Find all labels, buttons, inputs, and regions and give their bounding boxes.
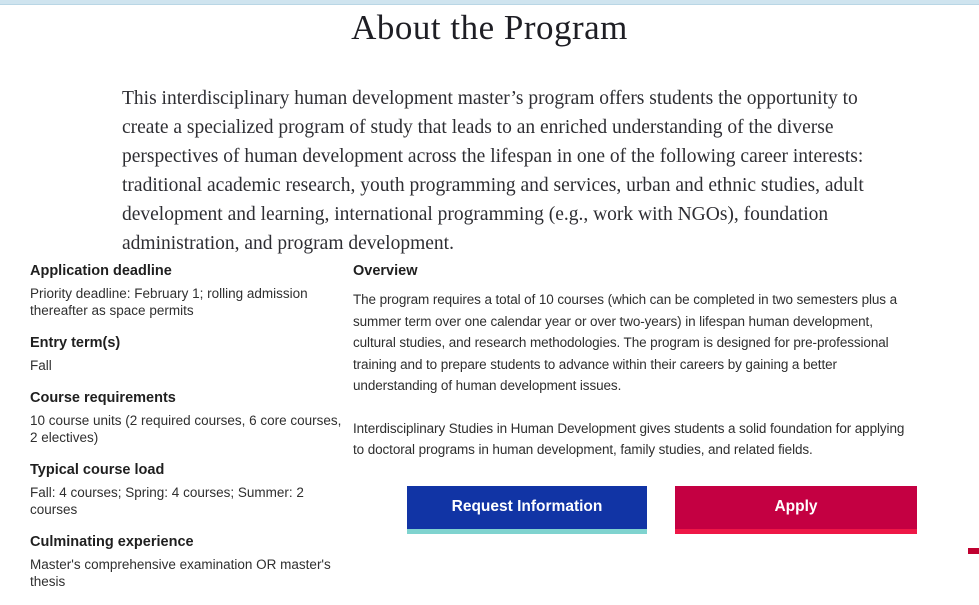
bottom-right-red-fragment: [968, 548, 979, 554]
fact-label: Culminating experience: [30, 534, 194, 550]
apply-button[interactable]: Apply: [675, 486, 917, 534]
fact-entry-terms: [30, 334, 348, 374]
fact-value: Master's comprehensive examination OR master's thesis: [30, 557, 331, 589]
program-intro-paragraph: This interdisciplinary human development master’s program offers students the opportunity to create a specialized program of study that leads to an enriched understanding of the diverse perspectives of human development across the lifespan in one of the following career interests: traditional academic research, youth programming and services, urban and ethnic studies, adult development and learning, international programming (e.g., work with NGOs), foundation administration, and program development.: [122, 88, 864, 254]
fact-label: Course requirements: [30, 390, 176, 406]
overview-heading: Overview: [353, 263, 418, 279]
overview-paragraph-2: Interdisciplinary Studies in Human Development gives students a solid foundation for applying to doctoral programs in human development, family studies, and related fields.: [353, 420, 905, 457]
overview-paragraph-1: The program requires a total of 10 courses (which can be completed in two semesters plus a summer term over one calendar year or over two-years) in lifespan human development, cultural studies, and research methodologies. The program is designed for pre-professional training and to prepare students to advance within their careers by gaining a better understanding of human development issues.: [353, 292, 898, 393]
fact-application-deadline: [30, 262, 348, 319]
fact-course-requirements: [30, 389, 348, 446]
fact-label: Entry term(s): [30, 335, 121, 351]
program-facts-list: [30, 262, 348, 605]
fact-label: Typical course load: [30, 462, 165, 478]
cta-button-row: [353, 486, 918, 534]
fact-value: Fall: [30, 358, 52, 373]
page-title: About the Program: [351, 8, 628, 47]
fact-value: Priority deadline: February 1; rolling admission thereafter as space permits: [30, 286, 308, 318]
fact-label: Application deadline: [30, 263, 172, 279]
fact-value: Fall: 4 courses; Spring: 4 courses; Summer: 2 courses: [30, 485, 304, 517]
fact-culminating-experience: [30, 533, 348, 590]
fact-typical-course-load: [30, 461, 348, 518]
fact-value: 10 course units (2 required courses, 6 core courses, 2 electives): [30, 413, 342, 445]
overview-section: [353, 262, 918, 534]
top-accent-bar: [0, 0, 979, 5]
request-information-button[interactable]: Request Information: [407, 486, 647, 534]
